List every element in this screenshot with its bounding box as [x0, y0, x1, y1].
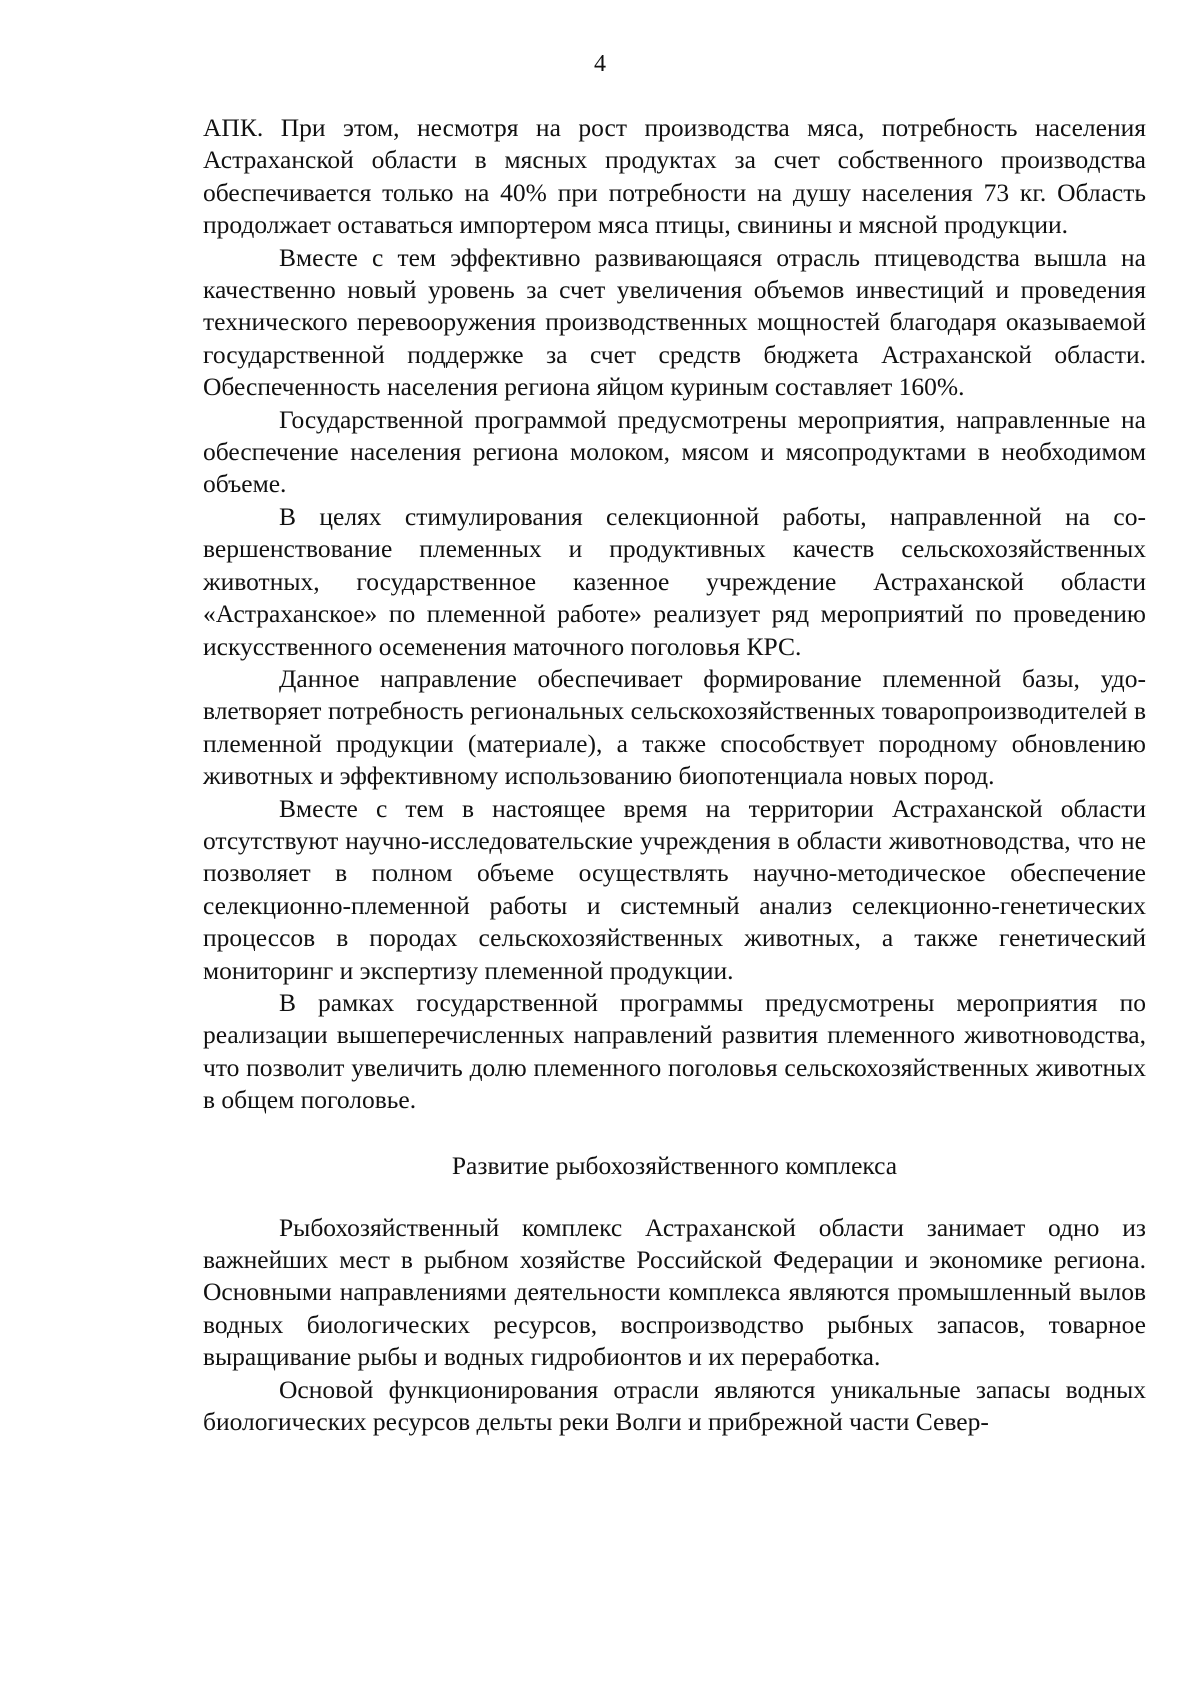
section-heading: Развитие рыбохозяйственного комплекса	[451, 1150, 898, 1180]
paragraph: Данное направление обеспечивает формирование племенной базы, удовлетворяет потребность региональных сельскохозяйственных товаропроизводителей в племенной продукции (материале), а также способствует породному обновлению животных и эффективному использованию биопотенциала новых пород.	[203, 663, 1146, 791]
body-text	[203, 112, 1146, 1438]
paragraph: Государственной программой предусмотрены мероприятия, направленные на обеспечение населения региона молоком, мясом и мясопродуктами в необходимом объеме.	[203, 404, 1146, 499]
paragraph: Рыбохозяйственный комплекс Астраханской области занимает одно из важнейших мест в рыбном хозяйстве Российской Федерации и экономике региона. Основными направлениями деятельности комплекса являются промышленный вылов водных биологических ресурсов, воспроизводство рыбных запасов, товарное выращивание рыбы и водных гидробионтов и их переработка.	[203, 1212, 1146, 1372]
paragraph: Вместе с тем эффективно развивающаяся отрасль птицеводства вышла на качественно новый уровень за счет увеличения объемов инвестиций и проведения технического перевооружения производственных мощностей благодаря оказываемой государственной поддержке за счет средств бюджета Астраханской области. Обеспеченность населения региона яйцом куриным составляет 160%.	[203, 242, 1146, 402]
paragraph: Вместе с тем в настоящее время на территории Астраханской области отсутствуют научно-исследовательские учреждения в области животноводства, что не позволяет в полном объеме осуществлять научно-методическое обеспечение селекционно-племенной работы и системный анализ селекционно-генетических процессов в породах сельскохозяйственных животных, а также генетический мониторинг и экспертизу племенной продукции.	[203, 793, 1146, 985]
paragraph: АПК. При этом, несмотря на рост производства мяса, потребность населения Астраханской области в мясных продуктах за счет собственного производства обеспечивается только на 40% при потребности на душу населения 73 кг. Область продолжает оставаться импортером мяса птицы, свинины и мясной продукции.	[203, 113, 1146, 240]
paragraph: Основой функционирования отрасли являются уникальные запасы водных биологических ресурсов дельты реки Волги и прибрежной части Север-	[203, 1374, 1146, 1437]
page-number: 4	[594, 51, 606, 77]
paragraph: В целях стимулирования селекционной работы, направленной на совершенствование племенных и продуктивных качеств сельскохозяйственных животных, государственное казенное учреждение Астраханской области «Астраханское» по племенной работе» реализует ряд мероприятий по проведению искусственного осеменения маточного поголовья КРС.	[203, 501, 1146, 661]
paragraph: В рамках государственной программы предусмотрены мероприятия по реализации вышеперечисленных направлений развития племенного животноводства, что позволит увеличить долю племенного поголовья сельскохозяйственных животных в общем поголовье.	[203, 987, 1146, 1115]
